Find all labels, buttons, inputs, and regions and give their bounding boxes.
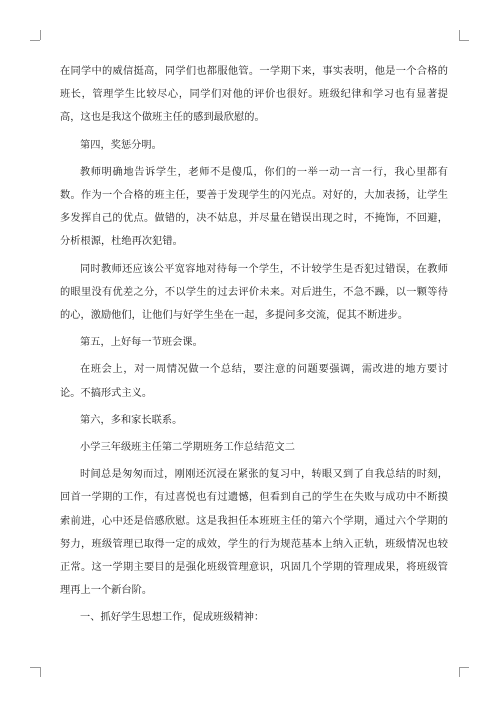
document-body [60,60,448,634]
crop-mark-bottom-right-h [459,667,469,668]
paragraph-8: 时间总是匆匆而过，刚刚还沉浸在紧张的复习中，转眼又到了自我总结的时刻，回首一学期的工作，有过喜悦也有过遗憾，但看到自己的学生在失败与成功中不断摸索前进，心中还是倍感欣慰。这是我担任本班班主任的第六个学期，通过六个学期的努力，班级管理已取得一定的成效，学生的行为规范基本上纳入正轨，班级情况也较正常。这一学期主要目的是强化班级管理意识，巩固几个学期的管理成果，将班级管理再上一个新台阶。 [60,469,448,597]
paragraph-2: 教师明确地告诉学生，老师不是傻瓜，你们的一举一动一言一行，我心里都有数。作为一个合格的班主任，要善于发现学生的闪光点。对好的，大加表扬，让学生多发挥自己的优点。做错的，决不姑息，并尽量在错误出现之时，不掩饰，不回避，分析根源，杜绝再次犯错。 [60,166,448,248]
paragraph-1: 第四，奖惩分明。 [80,139,162,151]
crop-mark-top-right-h [459,40,469,41]
crop-mark-bottom-left-v [40,667,41,677]
crop-mark-top-left-v [40,30,41,40]
crop-mark-bottom-right-v [459,667,460,677]
paragraph-0: 在同学中的威信挺高，同学们也都服他管。一学期下来，事实表明，他是一个合格的班长，管理学生比较尽心，同学们对他的评价也很好。班级纪律和学习也有显著提高，这也是我这个做班主任的感到最欣慰的。 [60,66,448,124]
crop-mark-top-left-h [30,40,40,41]
paragraph-4: 第五，上好每一节班会课。 [80,337,203,349]
paragraph-3: 同时教师还应该公平宽容地对待每一个学生，不计较学生是否犯过错误，在教师的眼里没有优差之分，不以学生的过去评价未来。对后进生，不急不躁，以一颗等待的心，激励他们，让他们与好学生坐在一起，多提问多交流，促其不断进步。 [60,263,448,322]
subsection-heading: 一、抓好学生思想工作，促成班级精神： [80,612,265,624]
crop-mark-bottom-left-h [30,667,40,668]
paragraph-6: 第六，多和家长联系。 [80,414,183,426]
paragraph-5: 在班会上，对一周情况做一个总结，要注意的问题要强调，需改进的地方要讨论。不搞形式主义。 [60,364,448,399]
crop-mark-top-right-v [459,30,460,40]
section-title: 小学三年级班主任第二学期班务工作总结范文二 [80,442,295,454]
